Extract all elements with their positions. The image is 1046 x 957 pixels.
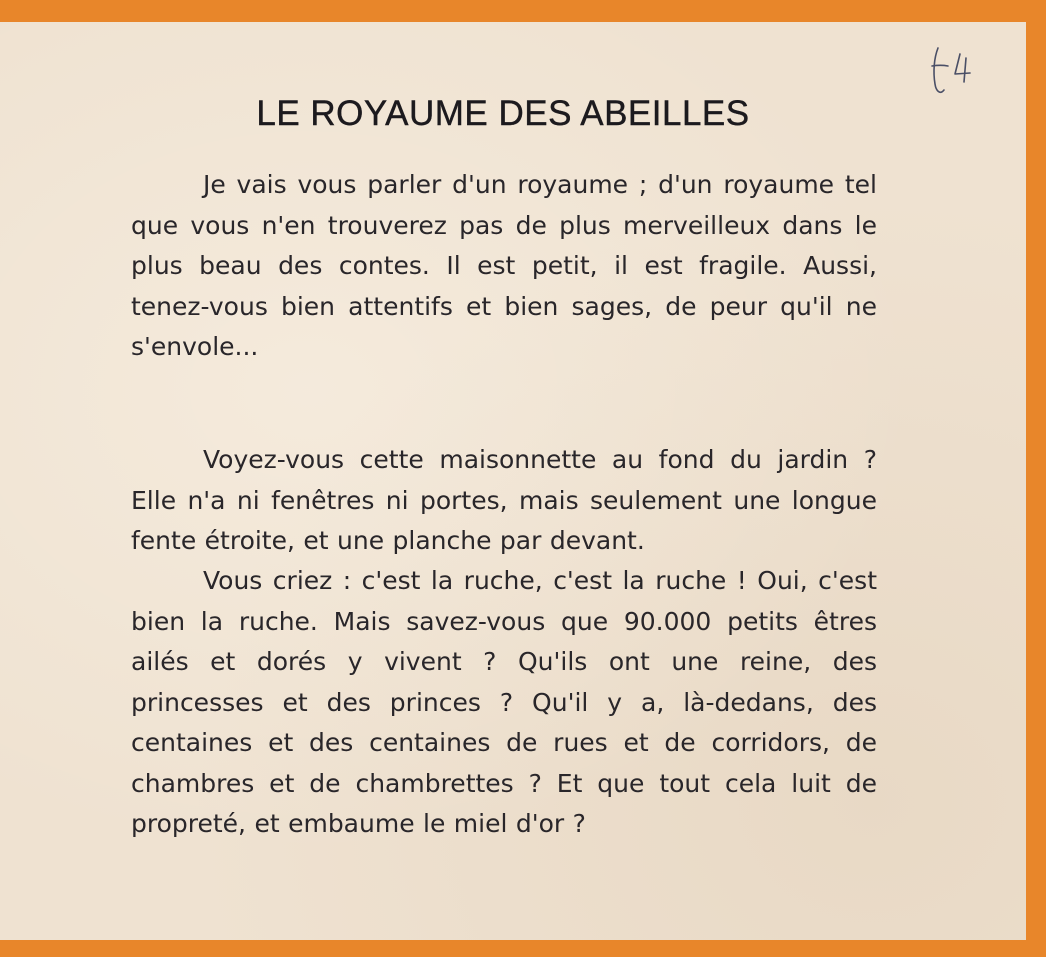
page-title: LE ROYAUME DES ABEILLES [256,94,750,133]
book-page [0,22,1026,940]
paragraph-maisonnette [131,440,877,562]
handwritten-folio-mark [924,44,984,104]
paragraph-text: Vous criez : c'est la ruche, c'est la ruche ! Oui, c'est bien la ruche. Mais savez-vous que 90.000 petits êtres ailés et dorés y vivent ? Qu'ils ont une reine, des princesses et des princes ? Qu'il y a, là-dedans, des centaines et des centaines de rues et de corridors, de chambres et de chambrettes ? Et que tout cela luit de propreté, et embaume le miel d'or ? [131,566,877,838]
paragraph-intro [131,165,877,368]
paragraph-ruche [131,561,877,845]
paragraph-text: Voyez-vous cette maisonnette au fond du jardin ? Elle n'a ni fenêtres ni portes, mais seulement une longue fente étroite, et une planche par devant. [131,445,877,555]
paragraph-text: Je vais vous parler d'un royaume ; d'un royaume tel que vous n'en trouverez pas de plus merveilleux dans le plus beau des contes. Il est petit, il est fragile. Aussi, tenez-vous bien attentifs et bien sages, de peur qu'il ne s'envole... [131,170,877,361]
